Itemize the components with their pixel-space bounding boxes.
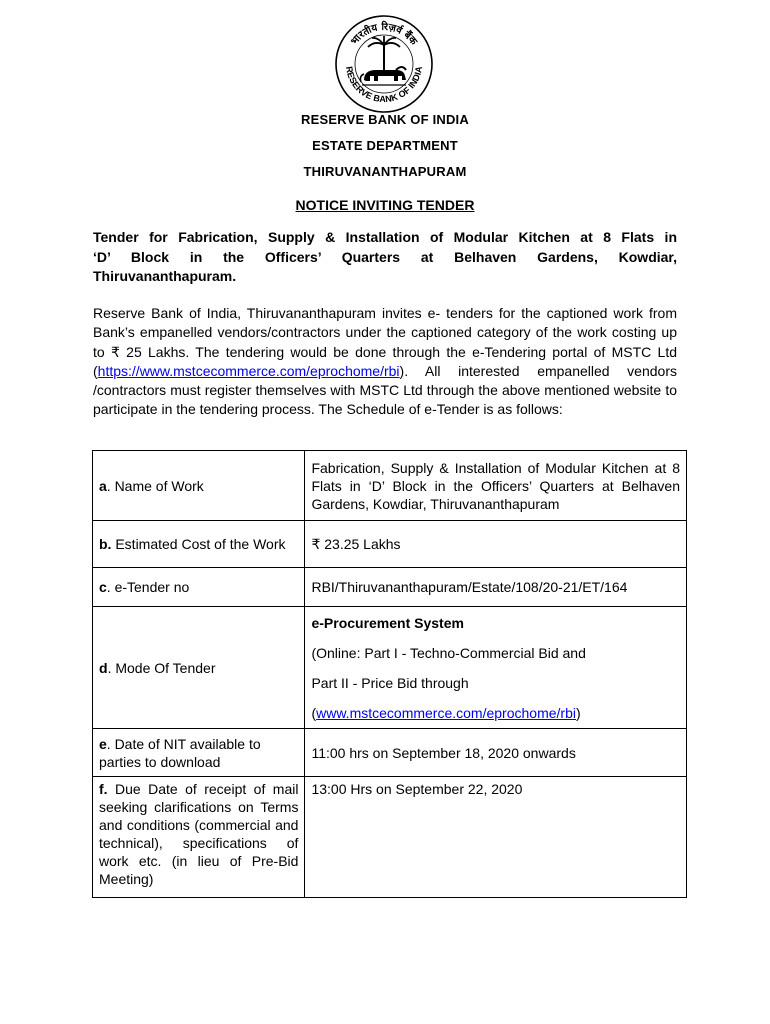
tender-subject: [93, 228, 677, 287]
table-row: [93, 729, 687, 777]
table-row: [93, 607, 687, 729]
mode-system: e-Procurement System: [311, 614, 464, 631]
schedule-key: a. Name of Work: [93, 451, 305, 521]
mode-portal-link[interactable]: www.mstcecommerce.com/eprochome/rbi: [316, 704, 576, 721]
svg-text:RESERVE BANK OF INDIA: RESERVE BANK OF INDIA: [343, 65, 425, 105]
schedule-value: 13:00 Hrs on September 22, 2020: [305, 777, 687, 898]
table-row: [93, 521, 687, 568]
mode-part-1: (Online: Part I - Techno-Commercial Bid and: [311, 644, 586, 661]
schedule-value: 11:00 hrs on September 18, 2020 onwards: [305, 729, 687, 777]
schedule-value: RBI/Thiruvananthapuram/Estate/108/20-21/ET/164: [305, 568, 687, 607]
schedule-key: b. Estimated Cost of the Work: [93, 521, 305, 568]
schedule-key: f. Due Date of receipt of mail seeking clarifications on Terms and conditions (commercial and technical), specifications of work etc. (in lieu of Pre-Bid Meeting): [93, 777, 305, 898]
mode-part-2: Part II - Price Bid through: [311, 674, 469, 691]
schedule-key: e. Date of NIT available to parties to download: [93, 729, 305, 777]
mstc-portal-link[interactable]: https://www.mstcecommerce.com/eprochome/rbi: [97, 362, 400, 379]
rbi-seal-logo: [334, 14, 434, 114]
subject-line-1: Tender for Fabrication, Supply & Installation of Modular Kitchen at 8 Flats in: [93, 229, 677, 245]
mode-link-line: (www.mstcecommerce.com/eprochome/rbi): [311, 704, 581, 721]
header-city: THIRUVANANTHAPURAM: [303, 164, 467, 179]
table-row: [93, 568, 687, 607]
svg-text:भारतीय रिज़र्व बैंक: भारतीय रिज़र्व बैंक: [349, 21, 419, 48]
schedule-key: c. e-Tender no: [93, 568, 305, 607]
subject-line-2: ‘D’ Block in the Officers’ Quarters at Belhaven Gardens, Kowdiar,: [93, 248, 677, 265]
intro-text-1: Reserve Bank of India, Thiruvananthapuram invites e- tenders for the captioned work from Bank’s empanelled vendors/contractors under the captioned category of the work costing up to ₹ 25 Lakhs. The tendering would be done through the e-Tendering portal of MSTC Ltd (: [93, 305, 677, 379]
schedule-value: ₹ 23.25 Lakhs: [305, 521, 687, 568]
table-row: [93, 451, 687, 521]
intro-text-2: ). All interested empanelled vendors /contractors must register themselves with MSTC Ltd through the above mentioned website to participate in the tendering process. The Schedule of e-Tender is as follows:: [93, 362, 677, 418]
schedule-value: Fabrication, Supply & Installation of Modular Kitchen at 8 Flats in ‘D’ Block in the Officers’ Quarters at Belhaven Gardens, Kowdiar, Thiruvananthapuram: [305, 451, 687, 521]
subject-line-3: Thiruvananthapuram.: [93, 268, 237, 284]
schedule-key: d. Mode Of Tender: [93, 607, 305, 729]
intro-paragraph: [93, 304, 677, 420]
tender-schedule-table: [92, 450, 687, 898]
header-department: ESTATE DEPARTMENT: [312, 138, 458, 153]
header-bank-name: RESERVE BANK OF INDIA: [301, 112, 469, 127]
notice-title: NOTICE INVITING TENDER: [295, 197, 475, 213]
table-row: [93, 777, 687, 898]
schedule-value: [305, 607, 687, 729]
